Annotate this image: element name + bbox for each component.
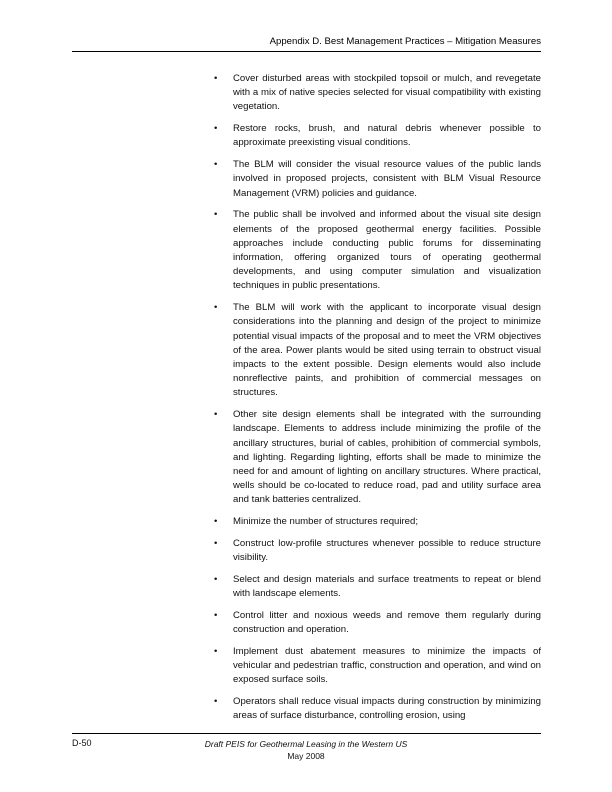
list-item-text: The BLM will consider the visual resource values of the public lands involved in proposed projects, consistent with BLM Visual Resource Management (VRM) policies and guidance. xyxy=(233,159,541,199)
list-item-text: Implement dust abatement measures to minimize the impacts of vehicular and pedestrian traffic, construction and operation, and wind on exposed surface soils. xyxy=(233,646,541,686)
footer-divider xyxy=(72,733,541,734)
bullet-icon: • xyxy=(214,538,218,550)
list-item xyxy=(214,645,541,688)
list-item-text: Restore rocks, brush, and natural debris whenever possible to approximate preexisting visual conditions. xyxy=(233,123,541,149)
bullet-icon: • xyxy=(214,159,218,171)
list-item-text: Minimize the number of structures required; xyxy=(233,516,419,528)
bullet-icon: • xyxy=(214,73,218,84)
bullet-icon: • xyxy=(214,123,218,135)
list-item xyxy=(214,72,541,115)
mitigation-bullet-list xyxy=(214,72,541,731)
list-item-text: Construct low-profile structures whenever possible to reduce structure visibility. xyxy=(233,538,541,564)
list-item xyxy=(214,573,541,601)
list-item xyxy=(214,208,541,293)
running-header: Appendix D. Best Management Practices – Mitigation Measures xyxy=(269,36,541,47)
document-date: May 2008 xyxy=(287,751,325,761)
list-item xyxy=(214,408,541,507)
list-item xyxy=(214,301,541,400)
list-item xyxy=(214,158,541,201)
document-title: Draft PEIS for Geothermal Leasing in the Western US xyxy=(204,739,408,749)
bullet-icon: • xyxy=(214,646,218,658)
list-item-text: Other site design elements shall be integrated with the surrounding landscape. Elements to address include minimizing the profile of the ancillary structures, burial of cables, prohibition of commercial symbols, and lighting. Regarding lighting, efforts shall be made to minimize the need for and amount of lighting on ancillary structures. Where practical, wells should be co-located to reduce road, pad and utility surface area and tank batteries centralized. xyxy=(233,409,541,506)
bullet-icon: • xyxy=(214,209,218,221)
list-item xyxy=(214,695,541,723)
footer xyxy=(0,738,612,762)
page-number: D-50 xyxy=(72,738,92,748)
list-item-text: Operators shall reduce visual impacts during construction by minimizing areas of surface disturbance, controlling erosion, using xyxy=(233,696,541,722)
list-item xyxy=(214,122,541,150)
bullet-icon: • xyxy=(214,409,218,421)
header-divider xyxy=(72,51,541,52)
list-item xyxy=(214,537,541,565)
list-item xyxy=(214,515,541,529)
bullet-icon: • xyxy=(214,696,218,708)
list-item xyxy=(214,609,541,637)
bullet-icon: • xyxy=(214,574,218,586)
list-item-text: The public shall be involved and informed about the visual site design elements of the proposed geothermal energy facilities. Possible approaches include conducting public forums for disseminating information, offering organized tours of operating geothermal developments, and using computer simulation and visualization techniques in public presentations. xyxy=(233,209,541,292)
list-item-text: Control litter and noxious weeds and remove them regularly during construction and operation. xyxy=(233,610,541,636)
list-item-text: The BLM will work with the applicant to incorporate visual design considerations into the planning and design of the project to minimize potential visual impacts of the proposal and to meet the VRM objectives of the area. Power plants would be sited using terrain to obstruct visual impacts to the extent possible. Design elements would also include nonreflective paints, and prohibition of commercial messages on structures. xyxy=(233,302,541,399)
list-item-text: Select and design materials and surface treatments to repeat or blend with landscape elements. xyxy=(233,574,541,600)
list-item-text: Cover disturbed areas with stockpiled topsoil or mulch, and revegetate with a mix of native species selected for visual compatibility with existing vegetation. xyxy=(233,73,541,113)
bullet-icon: • xyxy=(214,516,218,528)
bullet-icon: • xyxy=(214,302,218,314)
bullet-icon: • xyxy=(214,610,218,622)
